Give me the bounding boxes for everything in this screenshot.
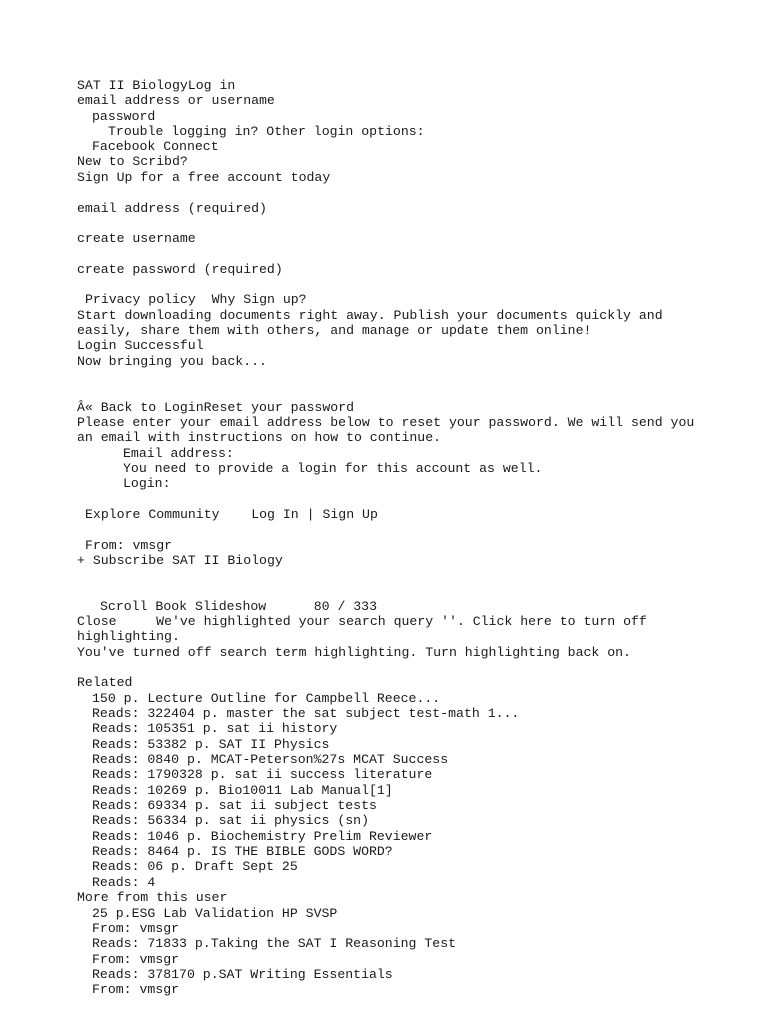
signup-email-field[interactable]: email address (required): [77, 201, 267, 216]
reset-login-field[interactable]: Login:: [123, 476, 171, 491]
viewer-toolbar: [100, 599, 377, 614]
nav-signup-link[interactable]: Sign Up: [322, 507, 378, 522]
why-sign-up-link[interactable]: Why Sign up?: [211, 292, 307, 307]
signup-pitch-line-2: easily, share them with others, and manage or update them online!: [77, 323, 592, 338]
view-mode-book[interactable]: Book: [155, 599, 188, 614]
doc-title: SAT II Biology: [171, 553, 283, 568]
list-item[interactable]: Reads: 8464 p. IS THE BIBLE GODS WORD?: [92, 844, 393, 859]
doc-subscribe-line: [77, 553, 283, 568]
list-item[interactable]: Reads: 322404 p. master the sat subject test-math 1...: [92, 706, 520, 721]
list-item[interactable]: Reads: 378170 p.SAT Writing Essentials: [92, 967, 393, 982]
list-item[interactable]: Reads: 53382 p. SAT II Physics: [92, 737, 330, 752]
close-button[interactable]: Close: [77, 614, 117, 629]
list-item[interactable]: Reads: 0840 p. MCAT-Peterson%27s MCAT Success: [92, 752, 449, 767]
highlight-off-notice[interactable]: You've turned off search term highlighting. Turn highlighting back on.: [77, 645, 631, 660]
document-title: SAT II Biology: [77, 78, 188, 93]
login-success-text: Login Successful: [77, 338, 204, 353]
reset-title: Reset your password: [203, 400, 354, 415]
list-item[interactable]: From: vmsgr: [92, 921, 180, 936]
list-item[interactable]: Reads: 10269 p. Bio10011 Lab Manual[1]: [92, 783, 393, 798]
signup-pitch-line-1: Start downloading documents right away. Publish your documents quickly and: [77, 308, 663, 323]
login-email-label[interactable]: email address or username: [77, 93, 275, 108]
signup-username-field[interactable]: create username: [77, 231, 196, 246]
related-heading: Related: [77, 675, 133, 690]
bringing-back-text: Now bringing you back...: [77, 354, 267, 369]
list-item[interactable]: Reads: 71833 p.Taking the SAT I Reasoning Test: [92, 936, 457, 951]
list-item: Reads: 4: [92, 875, 156, 890]
list-item[interactable]: Reads: 69334 p. sat ii subject tests: [92, 798, 377, 813]
highlight-notice-text[interactable]: We've highlighted your search query ''. Click here to turn off: [156, 614, 647, 629]
list-item[interactable]: From: vmsgr: [92, 952, 180, 967]
reset-desc-line-1: Please enter your email address below to reset your password. We will send you: [77, 415, 695, 430]
login-password-label[interactable]: password: [92, 109, 156, 124]
list-item[interactable]: Reads: 1046 p. Biochemistry Prelim Reviewer: [92, 829, 433, 844]
list-item[interactable]: 150 p. Lecture Outline for Campbell Reece...: [92, 691, 441, 706]
facebook-connect-button[interactable]: Facebook Connect: [92, 139, 219, 154]
privacy-policy-link[interactable]: Privacy policy: [85, 292, 196, 307]
back-to-login-link[interactable]: Â« Back to Login: [77, 400, 204, 415]
trouble-logging-in-link[interactable]: Trouble logging in?: [108, 124, 259, 139]
reset-desc-line-2: an email with instructions on how to continue.: [77, 430, 442, 445]
list-item[interactable]: Reads: 56334 p. sat ii physics (sn): [92, 813, 369, 828]
list-item[interactable]: 25 p.ESG Lab Validation HP SVSP: [92, 906, 338, 921]
highlight-notice-cont: highlighting.: [77, 629, 180, 644]
nav-login-link[interactable]: Log In: [251, 507, 299, 522]
doc-author-link[interactable]: From: vmsgr: [85, 538, 173, 553]
nav-separator: |: [306, 507, 315, 522]
subscribe-button[interactable]: + Subscribe: [77, 553, 165, 568]
signup-password-field[interactable]: create password (required): [77, 262, 283, 277]
login-heading: Log in: [187, 78, 236, 93]
login-title-line: [77, 78, 235, 93]
nav-explore-link[interactable]: Explore: [85, 507, 141, 522]
view-mode-scroll[interactable]: Scroll: [100, 599, 148, 614]
login-help-line: [108, 124, 425, 139]
signup-links-line: [85, 292, 307, 307]
new-to-scribd-text: New to Scribd?: [77, 154, 188, 169]
reset-email-field[interactable]: Email address:: [123, 446, 234, 461]
signup-cta-link[interactable]: Sign Up for a free account today: [77, 170, 331, 185]
top-nav: [85, 507, 378, 522]
view-mode-slideshow[interactable]: Slideshow: [194, 599, 267, 614]
list-item[interactable]: Reads: 105351 p. sat ii history: [92, 721, 338, 736]
list-item[interactable]: Reads: 06 p. Draft Sept 25: [92, 859, 298, 874]
list-item[interactable]: Reads: 1790328 p. sat ii success literature: [92, 767, 433, 782]
more-from-user-heading: More from this user: [77, 890, 228, 905]
highlight-notice-line: [77, 614, 647, 629]
reset-header-line: [77, 400, 354, 415]
nav-community-link[interactable]: Community: [148, 507, 220, 522]
page-counter[interactable]: 80 / 333: [313, 599, 378, 614]
need-login-text: You need to provide a login for this account as well.: [123, 461, 543, 476]
list-item[interactable]: From: vmsgr: [92, 982, 180, 997]
other-login-options-label: Other login options:: [266, 124, 425, 139]
